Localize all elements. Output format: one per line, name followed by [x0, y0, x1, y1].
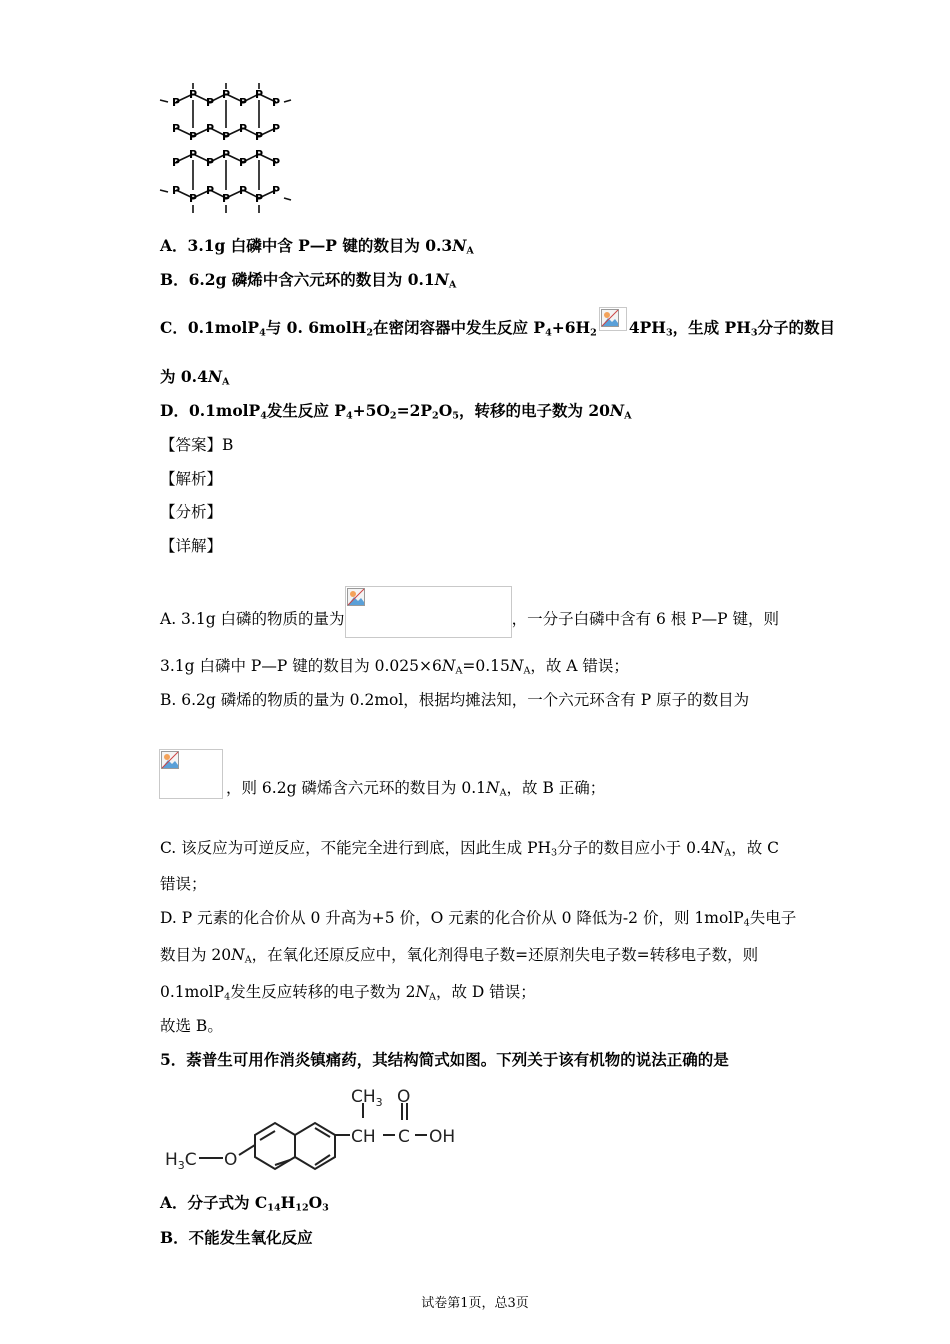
- explain-a-line1: A. 3.1g 白磷的物质的量为 ，一分子白磷中含有 6 根 P—P 键，则: [160, 594, 779, 646]
- p-atom-label: P: [272, 156, 281, 169]
- p-atom-label: P: [206, 156, 215, 169]
- p-atom-label: P: [172, 184, 181, 197]
- option-c-line2: 为 $0.4N_A$: [160, 367, 230, 388]
- p-atom-label: P: [172, 122, 181, 135]
- p-atom-label: P: [239, 184, 248, 197]
- explain-b-line1: B. 6.2g 磷烯的物质的量为 0.2mol，根据均摊法知，一个六元环含有 P 原子的数目为: [160, 691, 750, 709]
- ether-o-label: O: [224, 1150, 238, 1170]
- p-atom-label: P: [206, 96, 215, 109]
- carbonyl-o-label: O: [397, 1087, 411, 1107]
- p-p-bond: [160, 190, 168, 192]
- p-atom-label: P: [255, 148, 264, 161]
- q5-stem: 5．萘普生可用作消炎镇痛药，其结构简式如图。下列关于该有机物的说法正确的是: [160, 1050, 729, 1069]
- q5-option-b: B．不能发生氧化反应: [160, 1228, 313, 1247]
- h3c-label: $H_3C$: [165, 1150, 197, 1172]
- xiangjie-heading: 【详解】: [160, 537, 223, 555]
- option-b: B．6.2g 磷烯中含六元环的数目为 $0.1N_A$: [160, 270, 457, 291]
- p-atom-label: P: [222, 88, 231, 101]
- explain-c-line1: C. 该反应为可逆反应，不能完全进行到底，因此生成 $PH_3$分子的数目应小于 $0.4N_A$，故 C: [160, 839, 780, 859]
- p-atom-label: P: [206, 122, 215, 135]
- p-atom-label: P: [222, 130, 231, 143]
- p-atom-label: P: [239, 96, 248, 109]
- option-c-line1: C．0.1molP$_4$与 0. 6molH$_2$在密闭容器中发生反应 $P_4+6H_2$ $4PH_3$，生成 $PH_3$分子的数目: [160, 317, 835, 341]
- explain-d-line2: 数目为 $20N_A$，在氧化还原反应中，氧化剂得电子数=还原剂失电子数=转移电子数，则: [160, 946, 759, 966]
- explain-b-line2: ，则 6.2g 磷烯含六元环的数目为 $0.1N_A$，故 B 正确；: [226, 779, 606, 799]
- reaction-arrow-image-placeholder: [599, 307, 627, 331]
- p-atom-label: P: [222, 192, 231, 205]
- p-atom-label: P: [172, 96, 181, 109]
- p-atom-label: P: [189, 192, 198, 205]
- p-p-bond: [284, 198, 291, 200]
- broken-image-icon: [161, 751, 179, 769]
- p-atom-label: P: [255, 88, 264, 101]
- p-atom-label: P: [272, 122, 281, 135]
- p-atom-label: P: [189, 130, 198, 143]
- c-label: C: [398, 1127, 410, 1147]
- broken-image-icon: [601, 309, 619, 327]
- option-d: D．0.1molP$_4$发生反应 $P_4+5O_2=2P_2O_5$，转移的电子数为 $20N_A$: [160, 401, 632, 422]
- p-atom-label: P: [255, 130, 264, 143]
- p-atom-label: P: [189, 88, 198, 101]
- oh-label: OH: [429, 1127, 456, 1147]
- formula-image-placeholder: [345, 586, 512, 638]
- p-atom-label: P: [239, 122, 248, 135]
- p-atom-label: P: [206, 184, 215, 197]
- q5-option-a: A．分子式为 $C_{14}H_{12}O_3$: [160, 1193, 329, 1214]
- p-atom-label: P: [272, 96, 281, 109]
- conclusion: 故选 B。: [160, 1017, 223, 1035]
- p-atom-label: P: [222, 148, 231, 161]
- explain-a-line2: 3.1g 白磷中 P—P 键的数目为 $0.025\times 6N_A=0.15N_A$，故 A 错误；: [160, 657, 629, 677]
- fenxi-heading: 【分析】: [160, 503, 223, 521]
- p-atom-label: P: [189, 148, 198, 161]
- phosphorene-structure-figure: [158, 80, 293, 218]
- p-p-bond: [284, 100, 291, 102]
- explain-c-line2: 错误；: [160, 875, 207, 893]
- option-a: A．3.1g 白磷中含 P—P 键的数目为 $0.3N_A$: [160, 236, 474, 257]
- p-p-bond: [160, 100, 168, 102]
- p-atom-label: P: [272, 184, 281, 197]
- p-atom-label: P: [255, 192, 264, 205]
- ch-label: CH: [351, 1127, 376, 1147]
- p-atom-label: P: [172, 156, 181, 169]
- explain-d-line1: D. P 元素的化合价从 0 升高为+5 价，O 元素的化合价从 0 降低为-2 价，则 1molP$_4$失电子: [160, 909, 797, 929]
- p-atom-label: P: [239, 156, 248, 169]
- formula-image-placeholder-b: [159, 749, 223, 799]
- analysis-heading: 【解析】: [160, 470, 223, 488]
- answer-line: 【答案】B: [160, 436, 234, 454]
- ch3-label: $CH_3$: [351, 1087, 383, 1109]
- naproxen-structure-figure: [165, 1085, 465, 1180]
- broken-image-icon: [347, 588, 365, 606]
- explain-d-line3: 0.1molP$_4$发生反应转移的电子数为 $2N_A$，故 D 错误；: [160, 983, 536, 1003]
- page-footer: 试卷第1页，总3页: [421, 1296, 529, 1311]
